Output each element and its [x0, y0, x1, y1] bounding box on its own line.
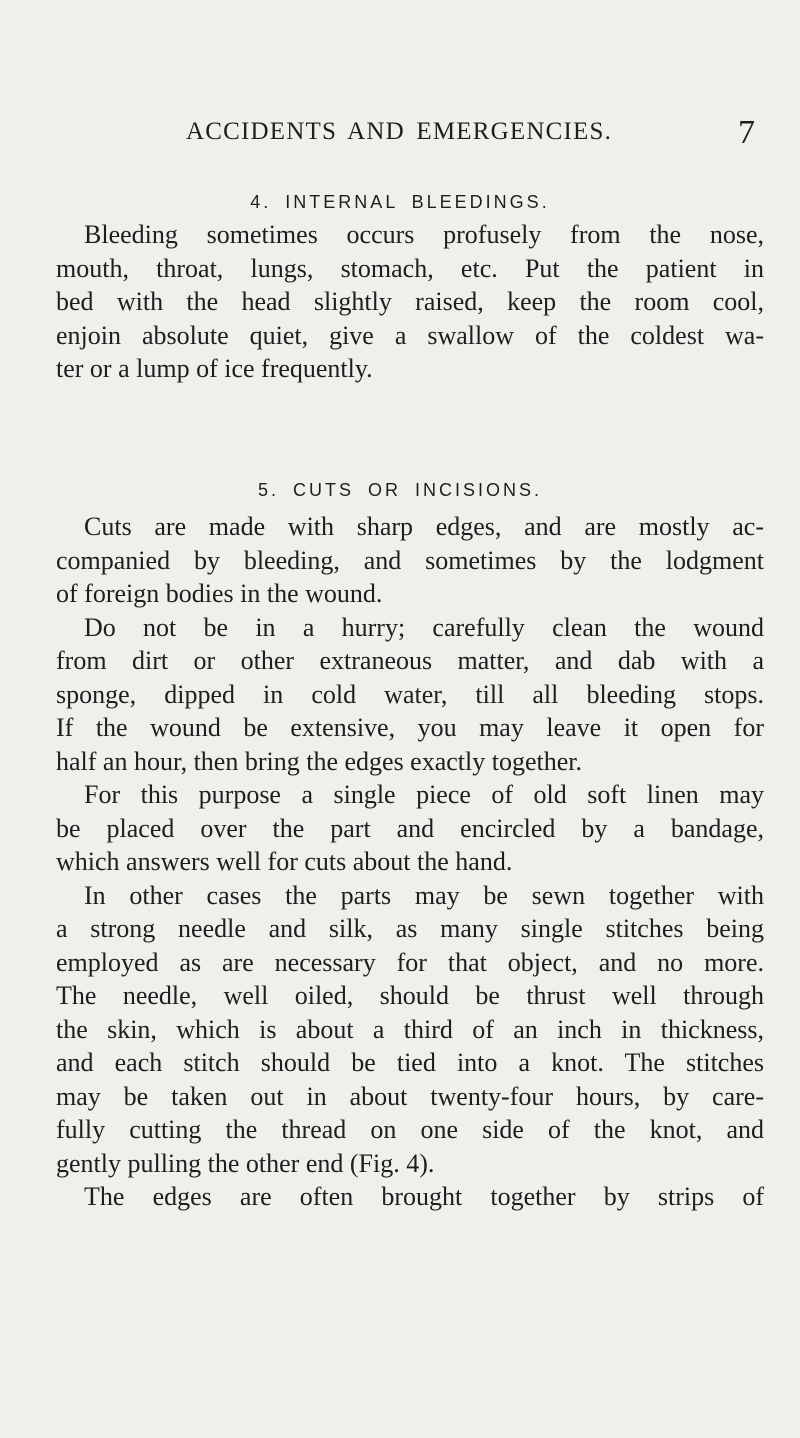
text-line: employed as are necessary for that object, and no more. — [56, 947, 764, 977]
text-line: In other cases the parts may be sewn together with — [84, 880, 764, 910]
page-number: 7 — [738, 114, 755, 151]
text-line: of foreign bodies in the wound. — [56, 579, 383, 608]
text-line: Do not be in a hurry; carefully clean the wound — [84, 612, 764, 642]
text-line: fully cutting the thread on one side of the knot, and — [56, 1115, 764, 1144]
text-line: the skin, which is about a third of an inch in thickness, — [56, 1014, 764, 1044]
text-line: The needle, well oiled, should be thrust well through — [56, 981, 764, 1010]
running-head — [0, 116, 800, 156]
text-line: gently pulling the other end (Fig. 4). — [56, 1148, 435, 1178]
text-line: The edges are often brought together by strips of — [84, 1182, 764, 1211]
running-title: ACCIDENTS AND EMERGENCIES. — [186, 118, 613, 145]
section-body-internal-bleedings — [56, 218, 764, 386]
text-line: which answers well for cuts about the hand. — [56, 847, 513, 876]
text-line: a strong needle and silk, as many single stitches being — [56, 914, 764, 943]
text-line: enjoin absolute quiet, give a swallow of the coldest wa- — [56, 320, 764, 350]
text-line: from dirt or other extraneous matter, and dab with a — [56, 646, 764, 675]
text-line: Cuts are made with sharp edges, and are mostly ac- — [84, 512, 764, 541]
text-line: and each stitch should be tied into a knot. The stitches — [56, 1048, 764, 1077]
text-line: be placed over the part and encircled by a bandage, — [56, 813, 764, 843]
section-heading-cuts-or-incisions: 5. CUTS OR INCISIONS. — [257, 480, 543, 500]
text-line: bed with the head slightly raised, keep the room cool, — [56, 287, 764, 316]
text-line: ter or a lump of ice frequently. — [56, 354, 373, 383]
text-line: may be taken out in about twenty-four hours, by care- — [56, 1081, 764, 1111]
text-line: Bleeding sometimes occurs profusely from the nose, — [84, 220, 764, 249]
section-heading-internal-bleedings: 4. INTERNAL BLEEDINGS. — [250, 192, 550, 212]
text-line: companied by bleeding, and sometimes by the lodgment — [56, 545, 764, 575]
text-line: mouth, throat, lungs, stomach, etc. Put the patient in — [56, 253, 764, 283]
text-line: For this purpose a single piece of old soft linen may — [84, 780, 764, 809]
text-line: sponge, dipped in cold water, till all bleeding stops. — [56, 679, 764, 709]
text-line: half an hour, then bring the edges exactly together. — [56, 746, 583, 776]
text-line: If the wound be extensive, you may leave it open for — [56, 713, 764, 742]
section-body-cuts-or-incisions — [56, 510, 764, 1214]
